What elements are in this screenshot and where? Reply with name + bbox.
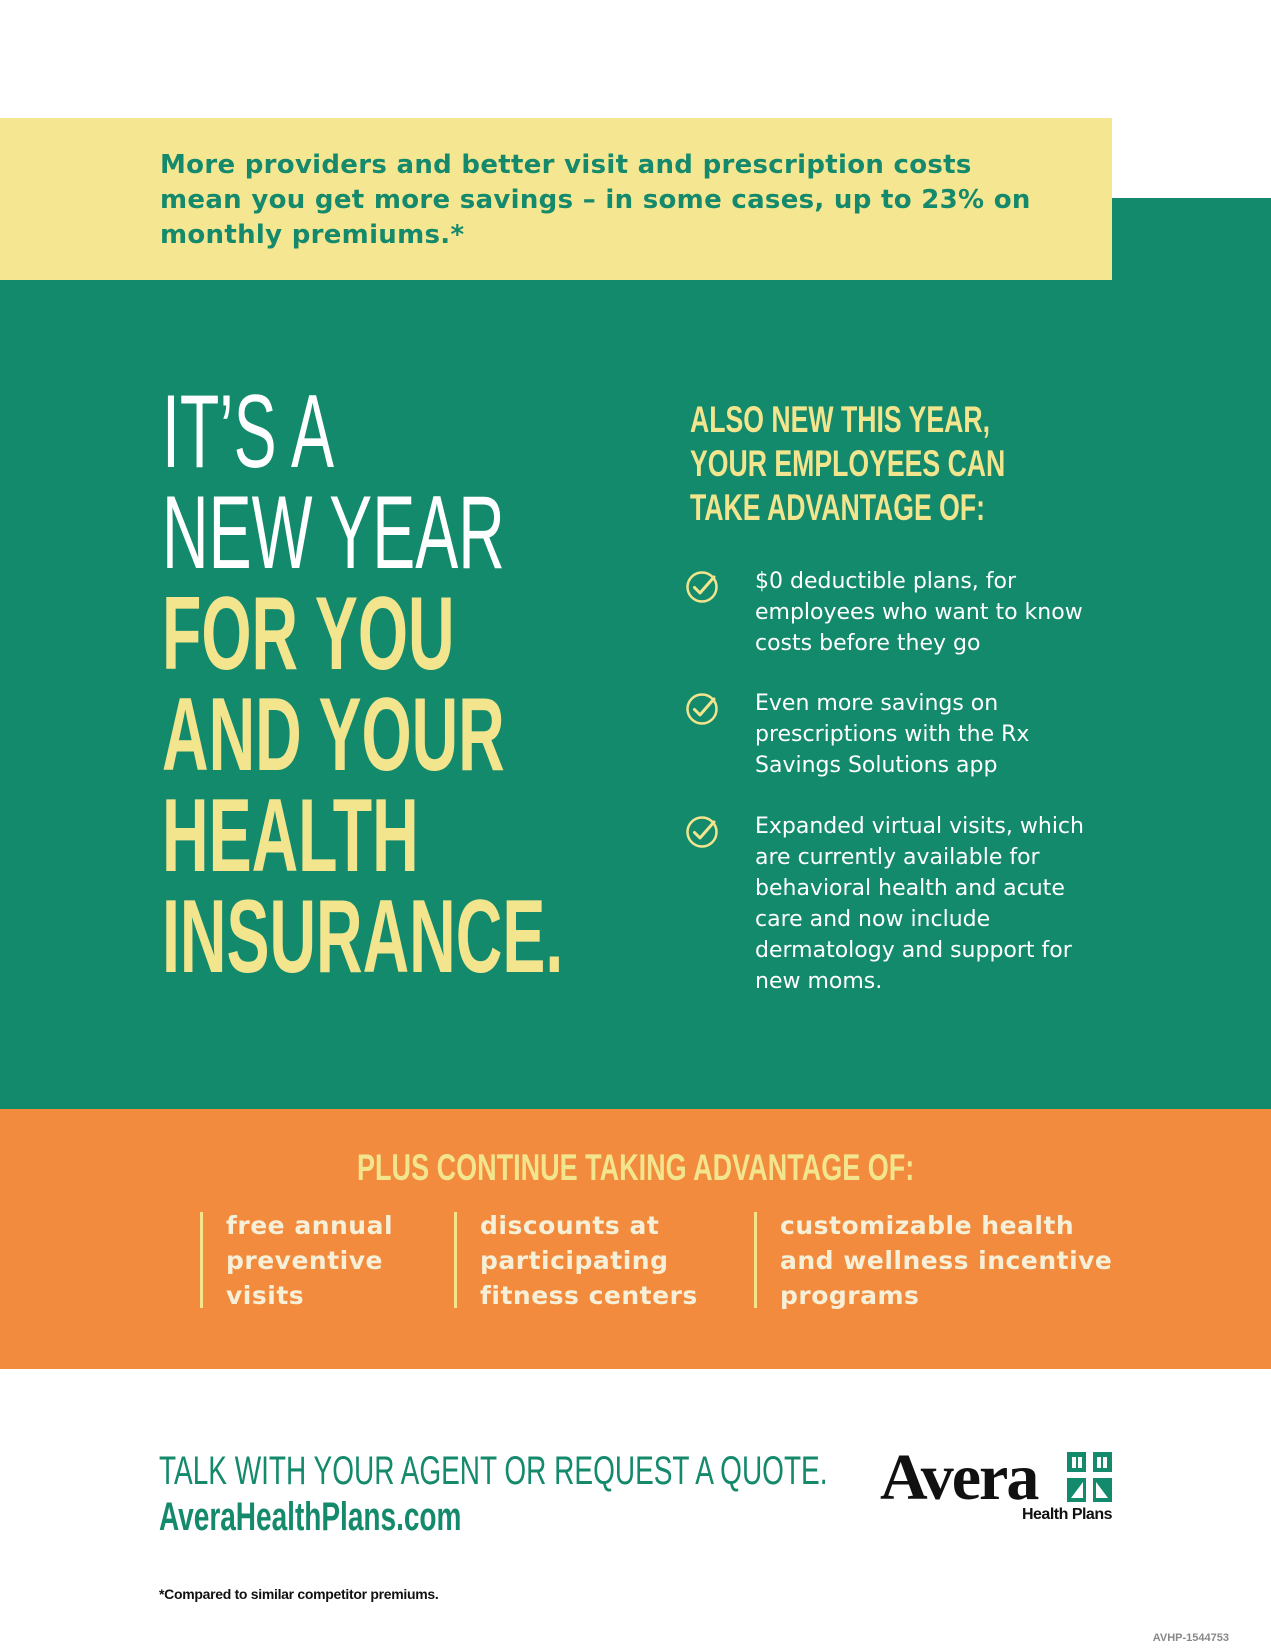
document-id: AVHP-1544753: [1152, 1632, 1229, 1644]
check-circle-icon: [685, 815, 719, 849]
also-new-heading-line-2: YOUR EMPLOYEES CAN: [690, 443, 1006, 484]
also-new-heading: [690, 398, 1128, 530]
plus-heading: [0, 1148, 1271, 1188]
check-circle-icon: [685, 570, 719, 604]
headline-line-2: NEW YEAR: [162, 475, 505, 591]
benefit-text: $0 deductible plans, for employees who want to know costs before they go: [755, 569, 1083, 656]
headline-line-4: AND YOUR: [162, 677, 505, 793]
plus-heading-text: PLUS CONTINUE TAKING ADVANTAGE OF:: [356, 1147, 915, 1188]
benefit-item: [685, 566, 1105, 659]
plus-item: [780, 1208, 1120, 1313]
also-new-heading-line-3: TAKE ADVANTAGE OF:: [690, 487, 985, 528]
logo-wordmark: Avera: [880, 1441, 1038, 1514]
headline-line-6: INSURANCE.: [162, 879, 564, 995]
website-link[interactable]: AveraHealthPlans.com: [159, 1495, 462, 1539]
avera-logo: [880, 1441, 1115, 1529]
banner-text: More providers and better visit and prescription costs mean you get more savings – in some cases, up to 23% on monthly premiums.*: [160, 150, 1031, 250]
divider: [754, 1212, 757, 1308]
headline-line-5: HEALTH: [162, 778, 419, 894]
plus-item: [226, 1208, 446, 1313]
benefit-item: [685, 811, 1105, 997]
logo-subtitle: Health Plans: [1021, 1506, 1112, 1523]
divider: [454, 1212, 457, 1308]
benefit-item: [685, 688, 1105, 781]
plus-item-text: free annual preventive visits: [226, 1211, 394, 1310]
headline-line-1: IT’S A: [162, 374, 335, 490]
benefit-text: Even more savings on prescriptions with the Rx Savings Solutions app: [755, 691, 1030, 778]
footnote: *Compared to similar competitor premiums.: [159, 1586, 439, 1602]
also-new-heading-line-1: ALSO NEW THIS YEAR,: [690, 399, 990, 440]
plus-item-text: discounts at participating fitness centers: [480, 1211, 698, 1310]
plus-item: [480, 1208, 740, 1313]
check-circle-icon: [685, 692, 719, 726]
avera-cross-icon: [1067, 1452, 1112, 1502]
divider: [200, 1212, 203, 1308]
benefit-text: Expanded virtual visits, which are currently available for behavioral health and acute care and now include dermatology and support for new moms.: [755, 814, 1084, 994]
plus-item-text: customizable health and wellness incentive programs: [780, 1211, 1113, 1310]
headline-line-3: FOR YOU: [162, 576, 455, 692]
cta-text: TALK WITH YOUR AGENT OR REQUEST A QUOTE.: [159, 1449, 828, 1493]
